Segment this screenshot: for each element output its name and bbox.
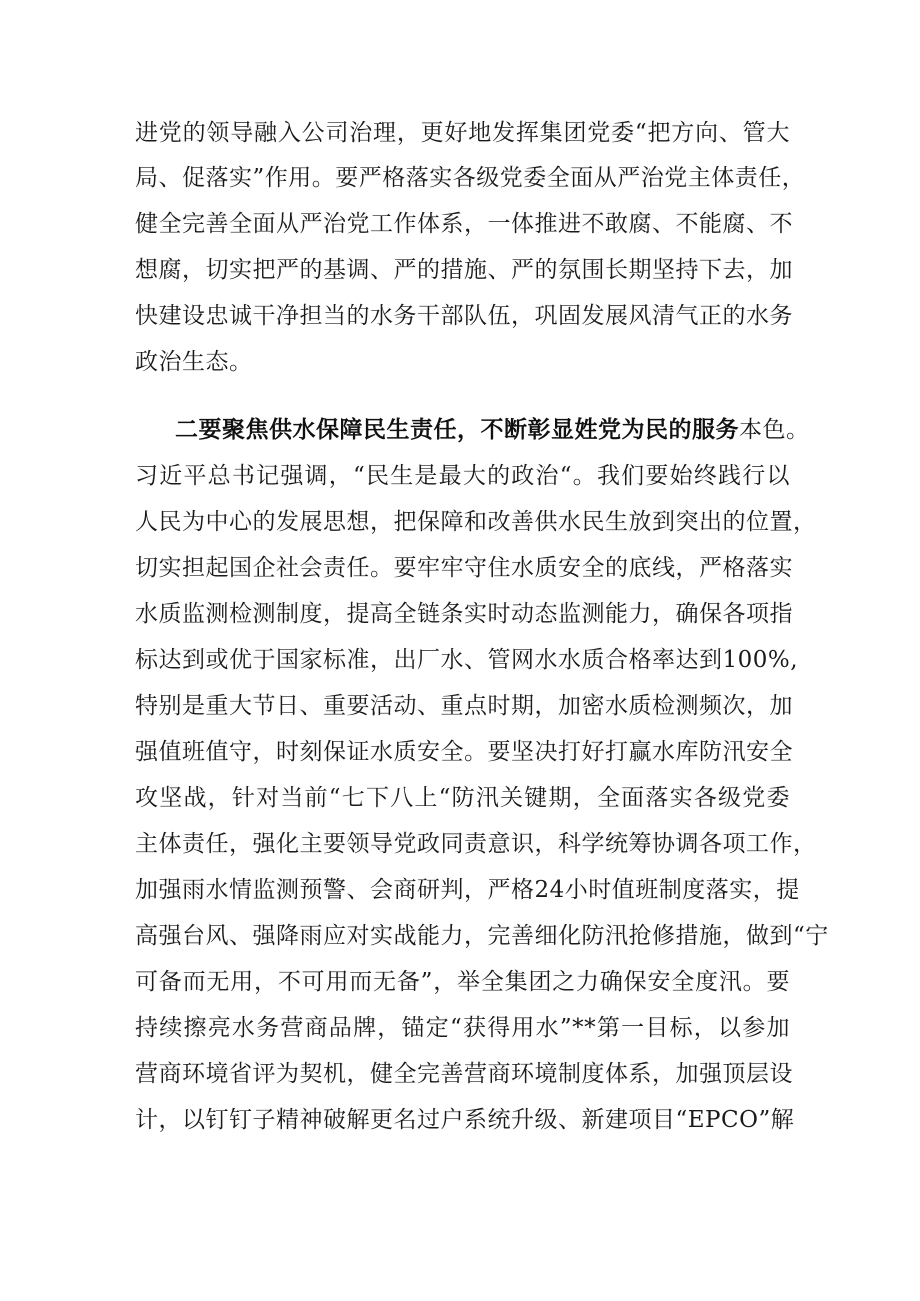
paragraph-1-line-2: 局、促落实”作用。要严格落实各级党委全面从严治党主体责任， (135, 165, 806, 191)
paragraph-2-line-6: 特别是重大节日、重要活动、重点时期，加密水质检测频次，加 (135, 693, 793, 719)
paragraph-2-heading-tail: 本色。 (739, 417, 810, 443)
paragraph-2-line-7: 强值班值守，时刻保证水质安全。要坚决打好打赢水库防汛安全 (135, 739, 793, 765)
paragraph-2-line-1: 习近平总书记强调，“民生是最大的政治“。我们要始终践行以 (135, 463, 790, 489)
paragraph-2-line-2: 人民为中心的发展思想，把保障和改善供水民生放到突出的位置， (135, 509, 817, 535)
paragraph-1-line-1: 进党的领导融入公司治理，更好地发挥集团党委“把方向、管大 (135, 120, 790, 146)
paragraph-2-line-3: 切实担起国企社会责任。要牢牢守住水质安全的底线，严格落实 (135, 555, 793, 581)
paragraph-2-line-10: 加强雨水情监测预警、会商研判，严格24小时值班制度落实，提 (135, 877, 800, 903)
paragraph-1-line-3: 健全完善全面从严治党工作体系，一体推进不敢腐、不能腐、不 (135, 211, 793, 237)
paragraph-2-line-9: 主体责任，强化主要领导党政同责意识，科学统筹协调各项工作， (135, 831, 817, 857)
paragraph-2-heading (175, 414, 810, 446)
paragraph-2-heading-bold: 二要聚焦供水保障民生责任，不断彰显姓党为民的服务 (175, 416, 739, 443)
paragraph-2-line-13: 持续擦亮水务营商品牌，锚定“获得用水”**第一目标，以参加 (135, 1015, 790, 1041)
paragraph-1-line-4: 想腐，切实把严的基调、严的措施、严的氛围长期坚持下去，加 (135, 257, 793, 283)
paragraph-2-line-12: 可备而无用，不可用而无备”，举全集团之力确保安全度汛。要 (135, 969, 790, 995)
paragraph-2-line-5: 标达到或优于国家标准，出厂水、管网水水质合格率达到100%, (135, 647, 799, 673)
paragraph-2-line-4: 水质监测检测制度，提高全链条实时动态监测能力，确保各项指 (135, 601, 793, 627)
paragraph-2-line-15: 计，以钉钉子精神破解更名过户系统升级、新建项目“EPCO”解 (135, 1107, 795, 1133)
paragraph-1-line-5: 快建设忠诚干净担当的水务干部队伍，巩固发展风清气正的水务 (135, 303, 793, 329)
paragraph-1-line-6: 政治生态。 (135, 349, 253, 375)
paragraph-2-line-11: 高强台风、强降雨应对实战能力，完善细化防汛抢修措施，做到“宁 (135, 923, 829, 949)
paragraph-2-line-8: 攻坚战，针对当前“七下八上“防汛关键期，全面落实各级党委 (135, 785, 790, 811)
paragraph-2-line-14: 营商环境省评为契机，健全完善营商环境制度体系，加强顶层设 (135, 1061, 793, 1087)
